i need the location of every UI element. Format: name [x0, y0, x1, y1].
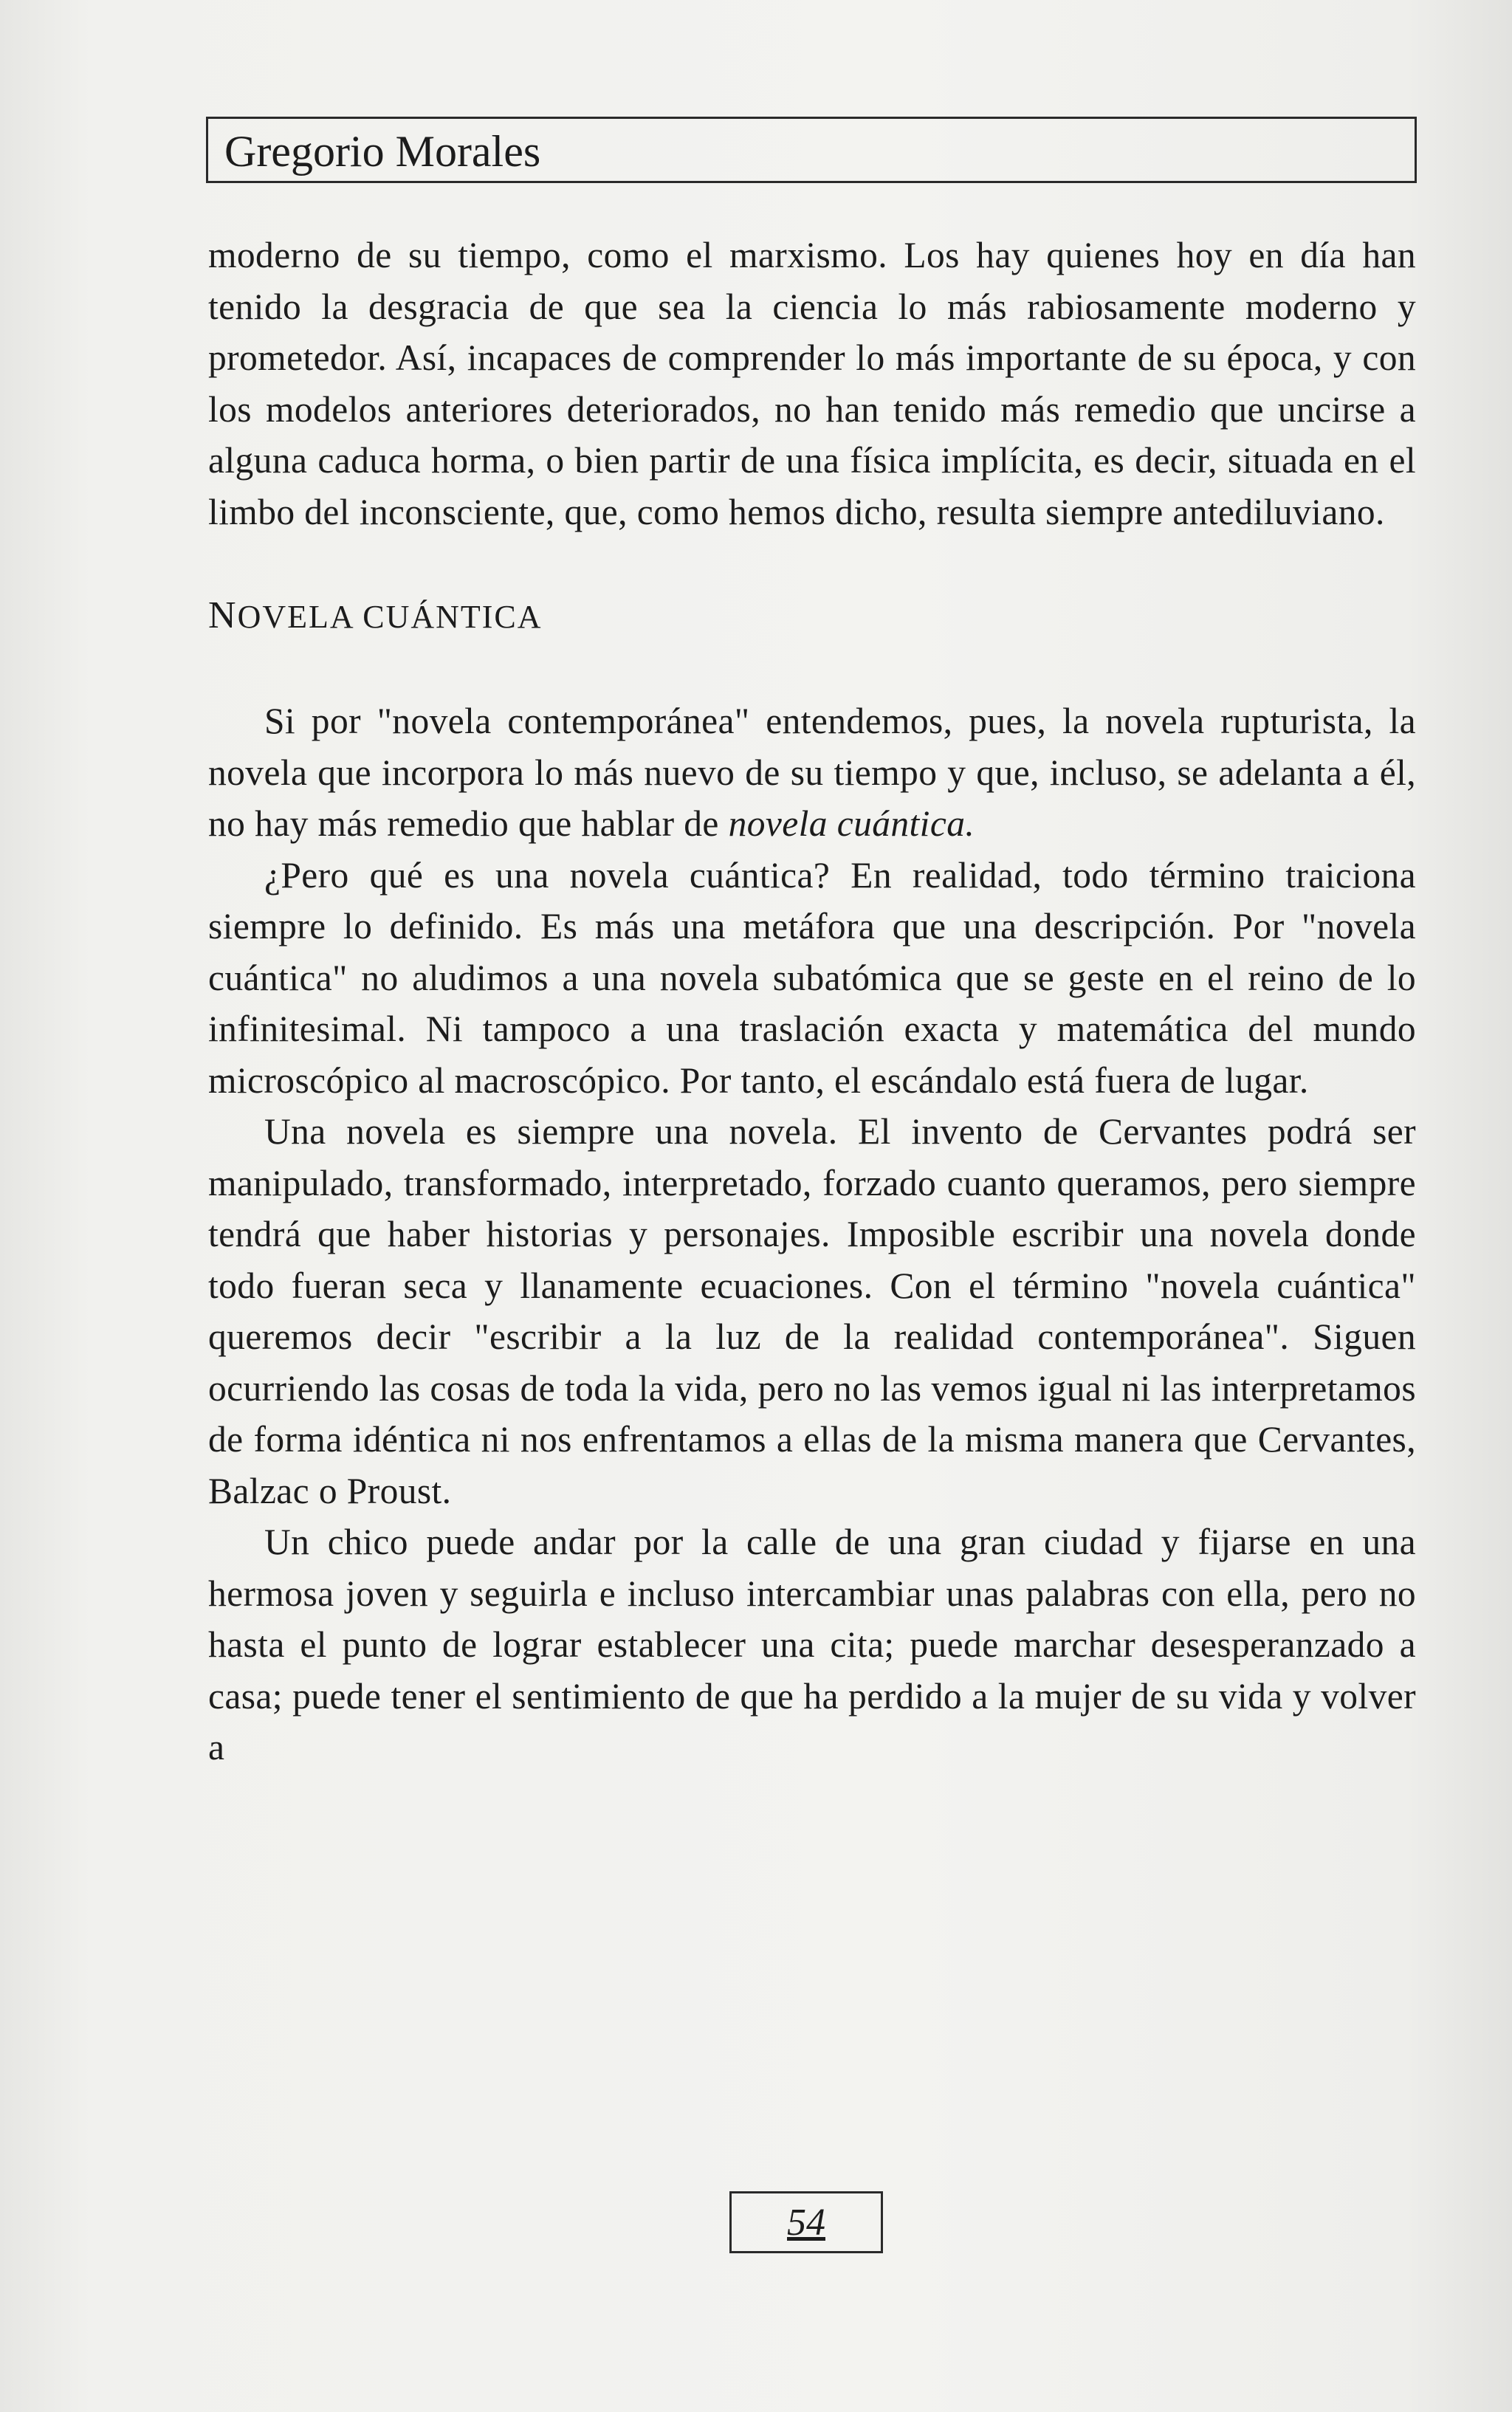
running-header — [206, 117, 1417, 183]
section-heading-rest: OVELA CUÁNTICA — [237, 599, 543, 635]
page-number-box — [729, 2191, 883, 2253]
section-heading — [208, 594, 1416, 639]
paragraph-novela-contemporanea — [208, 695, 1416, 850]
running-title: Gregorio Morales — [224, 127, 541, 176]
paragraph-que-es: ¿Pero qué es una novela cuántica? En realidad, todo término traiciona siempre lo definido. Es más una metáfora que una descripción. Por "novela cuántica" no aludimos a una novela subatómica que se geste en el reino de lo infinitesimal. Ni tampoco a una traslación exacta y matemática del mundo microscópico al macroscópico. Por tanto, el escándalo está fuera de lugar. — [208, 854, 1416, 1101]
section-heading-initial: N — [208, 594, 238, 636]
page-number: 54 — [787, 2202, 825, 2244]
paragraph-text: Si por "novela contemporánea" entendemos, pues, la novela rupturista, la novela que incorpora lo más nuevo de su tiempo y que, incluso, se adelanta a él, no hay más remedio que hablar de — [208, 701, 1416, 844]
body-text — [208, 230, 1416, 1773]
paragraph-continuation: moderno de su tiempo, como el marxismo. Los hay quienes hoy en día han tenido la desgracia de que sea la ciencia lo más rabiosamente moderno y prometedor. Así, incapaces de comprender lo más importante de su época, y con los modelos anteriores deteriorados, no han tenido más remedio que uncirse a alguna caduca horma, o bien partir de una física implícita, es decir, situada en el limbo del inconsciente, que, como hemos dicho, resulta siempre antediluviano. — [208, 235, 1416, 532]
italic-term: novela cuántica. — [728, 803, 975, 844]
paragraph-un-chico: Un chico puede andar por la calle de una gran ciudad y fijarse en una hermosa joven y seguirla e incluso intercambiar unas palabras con ella, pero no hasta el punto de lograr establecer una cita; puede marchar desesperanzado a casa; puede tener el sentimiento de que ha perdido a la mujer de su vida y volver a — [208, 1522, 1416, 1767]
paragraph-una-novela: Una novela es siempre una novela. El invento de Cervantes podrá ser manipulado, transformado, interpretado, forzado cuanto queramos, pero siempre tendrá que haber historias y personajes. Imposible escribir una novela donde todo fueran seca y llanamente ecuaciones. Con el término "novela cuántica" queremos decir "escribir a la luz de la realidad contemporánea". Siguen ocurriendo las cosas de toda la vida, pero no las vemos igual ni las interpretamos de forma idéntica ni nos enfrentamos a ellas de la misma manera que Cervantes, Balzac o Proust. — [208, 1111, 1416, 1511]
